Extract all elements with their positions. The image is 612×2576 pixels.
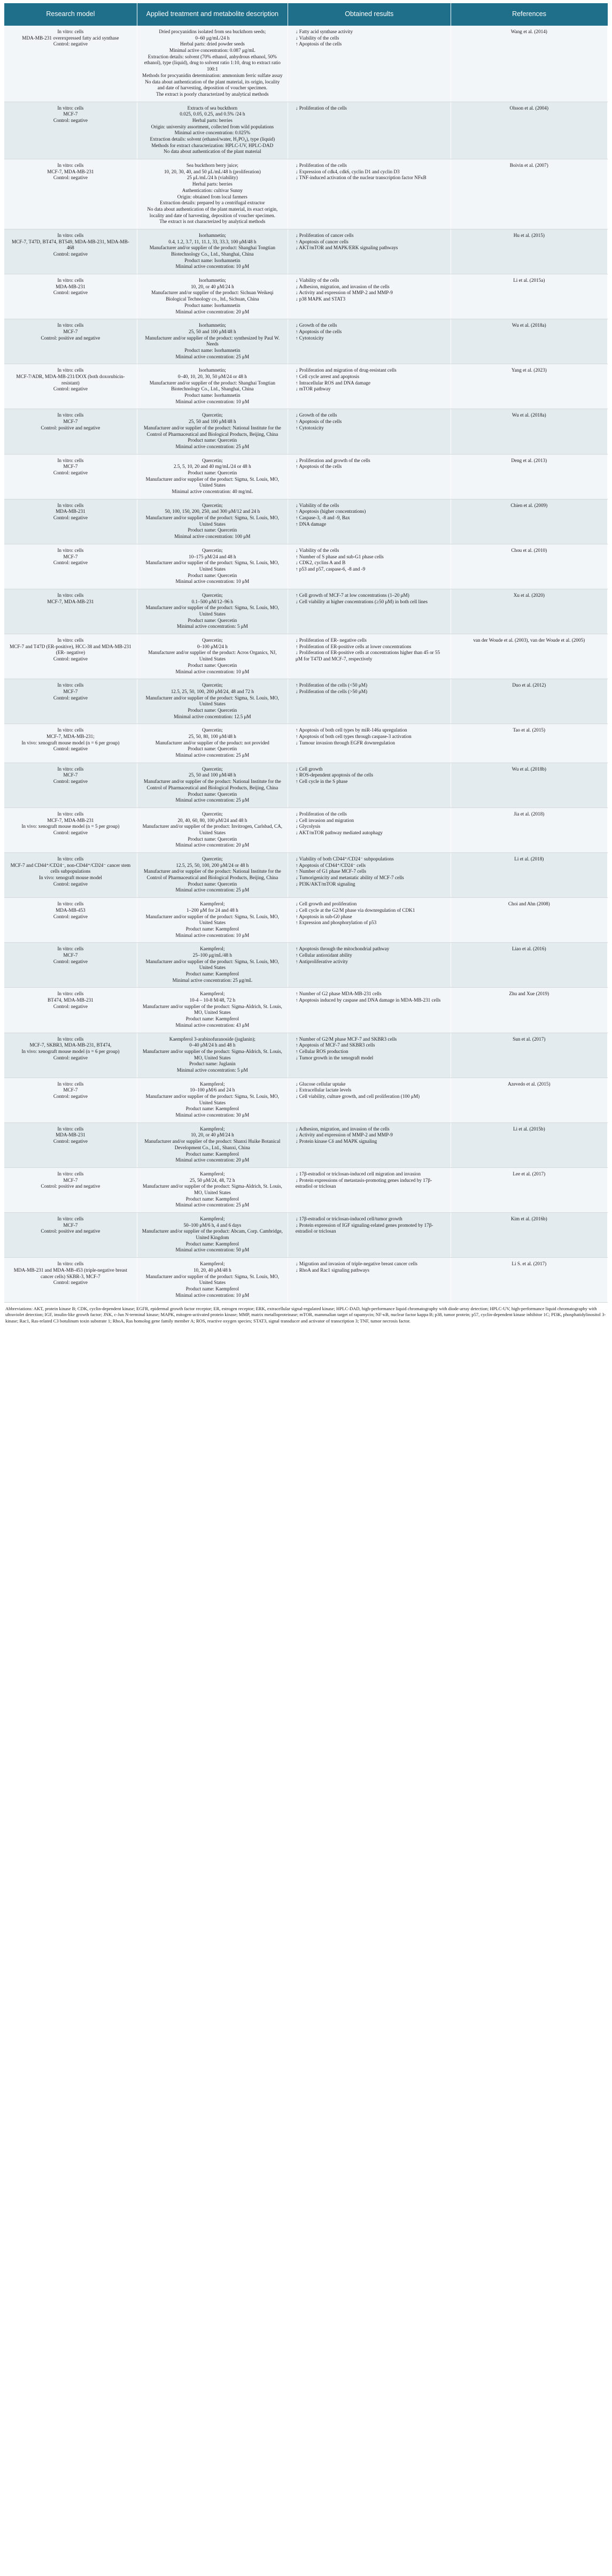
results-cell: ↓ Growth of the cells ↑ Apoptosis of the cells ↑ Cytotoxicity — [288, 319, 451, 364]
results-cell: ↓ Proliferation of the cells ↓ Cell invasion and migration ↓ Glycolysis ↓ AKT/mTOR pathway mediated autophagy — [288, 808, 451, 852]
table-row — [4, 589, 608, 634]
references-cell: Kim et al. (2016b) — [451, 1213, 607, 1258]
model-cell: In vitro: cells MDA-MB-231 Control: negative — [4, 1122, 137, 1167]
results-cell: ↑ Apoptosis of both cell types by miR-146a upregulation ↑ Apoptosis of both cell types through caspase-3 activation ↓ Tumour invasion through EGFR downregulation — [288, 724, 451, 763]
model-cell: In vitro: cells MCF-7, MDA-MB-231 In vivo: xenograft mouse model (n = 5 per group) Control: negative — [4, 808, 137, 852]
header-references: References — [451, 3, 607, 26]
references-cell: Choi and Ahn (2008) — [451, 898, 607, 943]
model-cell: In vitro: cells MCF-7, MDA-MB-231 Control: negative — [4, 159, 137, 229]
table-row — [4, 1033, 608, 1078]
table-row — [4, 102, 608, 159]
table-row — [4, 1258, 608, 1303]
table-row — [4, 274, 608, 319]
model-cell: In vitro: cells MDA-MB-231 and MDA-MB-453 (triple-negative breast cancer cells) SKBR-3, MCF-7 Control: negative — [4, 1258, 137, 1303]
table-row — [4, 229, 608, 274]
model-cell: In vitro: cells BT474, MDA-MB-231 Control: negative — [4, 988, 137, 1033]
references-cell: Chien et al. (2009) — [451, 499, 607, 544]
table-row — [4, 763, 608, 808]
table-row — [4, 454, 608, 499]
results-cell: ↓ Proliferation and migration of drug-resistant cells ↑ Cell cycle arrest and apoptosis ↑ Intracellular ROS and DNA damage ↓ mTOR pathway — [288, 364, 451, 409]
references-cell: Boivin et al. (2007) — [451, 159, 607, 229]
results-cell: ↑ Proliferation of the cells (<50 μM) ↓ Proliferation of the cells (>50 μM) — [288, 679, 451, 724]
treatment-cell: Kaempferol; 10, 20, 40 μM/48 h Manufacturer and/or supplier of the product: Sigma, St. Louis, MO, United States Product name: Kaempferol Minimal active concentration: 10 μM — [137, 1258, 288, 1303]
references-cell: Li S. et al. (2017) — [451, 1258, 607, 1303]
results-cell: ↑ Number of G2 phase MDA-MB-231 cells ↑ Apoptosis induced by caspase and DNA damage in MDA-MB-231 cells — [288, 988, 451, 1033]
treatment-cell: Isorhamnetin; 10, 20, or 40 μM/24 h Manufacturer and/or supplier of the product: Sichuan Weikeqi Biological Technology co., ltd., Sichuan, China Product name: Isorhamnetin Minimal active concentration: 20 μM — [137, 274, 288, 319]
table-row — [4, 159, 608, 229]
results-cell: ↓ Proliferation and growth of the cells ↑ Apoptosis of the cells — [288, 454, 451, 499]
results-cell: ↓ Cell growth ↑ ROS-dependent apoptosis of the cells ↑ Cell cycle in the S phase — [288, 763, 451, 808]
model-cell: In vitro: cells MCF-7 Control: negative — [4, 454, 137, 499]
treatment-cell: Quercetin; 20, 40, 60, 80, 100 μM/24 and 48 h Manufacturer and/or supplier of the product: Invitrogen, Carlsbad, CA, United States Product name: Quercetin Minimal active concentration: 20 μM — [137, 808, 288, 852]
references-cell: Lee et al. (2017) — [451, 1167, 607, 1212]
treatment-cell: Quercetin; 50, 100, 150, 200, 250, and 300 μM/12 and 24 h Manufacturer and/or supplier of the product: Sigma, St. Louis, MO, United States Product name: Quercetin Minimal active concentration: 100 μM — [137, 499, 288, 544]
references-cell: Jia et al. (2018) — [451, 808, 607, 852]
table-row — [4, 1122, 608, 1167]
results-cell: ↓ Cell growth and proliferation ↓ Cell cycle at the G2/M phase via downregulation of CDK1 ↑ Apoptosis in sub-G0 phase ↑ Expression and phosphorylation of p53 — [288, 898, 451, 943]
model-cell: In vitro: cells MCF-7 and T47D (ER-positive), HCC-38 and MDA-MB-231 (ER- negative) Control: negative — [4, 634, 137, 679]
results-cell: ↑ Cell growth of MCF-7 at low concentrations (1–20 μM) ↓ Cell viability at higher concentrations (≥50 μM) in both cell lines — [288, 589, 451, 634]
treatment-cell: Quercetin; 0.1–500 μM/12–96 h Manufacturer and/or supplier of the product: Sigma, St. Louis, MO, United States Product name: Quercetin Minimal active concentration: 5 μM — [137, 589, 288, 634]
model-cell: In vitro: cells MDA-MB-231 overexpressed fatty acid synthase Control: negative — [4, 26, 137, 102]
table-row — [4, 898, 608, 943]
references-cell: Li et al. (2015a) — [451, 274, 607, 319]
table-row — [4, 499, 608, 544]
table-row — [4, 319, 608, 364]
treatment-cell: Quercetin; 12.5, 25, 50, 100, 200 μM/24, 48 and 72 h Manufacturer and/or supplier of the product: Sigma, St. Louis, MO, United States Product name: Quercetin Minimal active concentration: 12.5 μM — [137, 679, 288, 724]
treatment-cell: Quercetin; 2.5, 5, 10, 20 and 40 mg/mL/24 or 48 h Product name: Quercetin Manufacturer and/or supplier of the product: Sigma, St. Louis, MO, United States Minimal active concentration: 40 mg/mL — [137, 454, 288, 499]
model-cell: In vitro: cells MCF-7 Control: positive and negative — [4, 1167, 137, 1212]
results-cell: ↓ Glucose cellular uptake ↓ Extracellular lactate levels ↓ Cell viability, culture growth, and cell proliferation (100 μM) — [288, 1078, 451, 1122]
treatment-cell: Isorhamnetin; 0–40, 10, 20, 30, 50 μM/24 or 48 h Manufacturer and/or supplier of the product: Shanghai Tongtian Biotechnology Co., Ltd., Shanghai, China Product name: Isorhamnetin Minimal active concentration: 10 μM — [137, 364, 288, 409]
references-cell: Zhu and Xue (2019) — [451, 988, 607, 1033]
references-cell: Sun et al. (2017) — [451, 1033, 607, 1078]
treatment-cell: Kaempferol; 10–100 μM/6 and 24 h Manufacturer and/or supplier of the product: Sigma, St. Louis, MO, United States Product name: Kaempferol Minimal active concentration: 30 μM — [137, 1078, 288, 1122]
model-cell: In vitro: cells MCF-7 Control: negative — [4, 1078, 137, 1122]
research-table — [4, 3, 608, 1303]
results-cell: ↓ Viability of both CD44⁺/CD24⁻ subpopulations ↑ Apoptosis of CD44⁺/CD24⁻ cells ↑ Number of G1 phase MCF-7 cells ↓ Tumorigenicity and metastatic ability of MCF-7 cells ↓ PI3K/AKT/mTOR signaling — [288, 853, 451, 898]
treatment-cell: Quercetin; 25, 50, 80, 100 μM/48 h Manufacturer and/or supplier of the product: not provided Product name: Quercetin Minimal active concentration: 25 μM — [137, 724, 288, 763]
table-row — [4, 544, 608, 589]
treatment-cell: Kaempferol; 1–200 μM for 24 and 48 h Manufacturer and/or supplier of the product: Sigma, St. Louis, MO, United States Product name: Kaempferol Minimal active concentration: 10 μM — [137, 898, 288, 943]
treatment-cell: Kaempferol; 10, 20, or 40 μM/24 h Manufacturer and/or supplier of the product: Shanxi Huike Botanical Development Co., Ltd., Shanxi, China Product name: Kaempferol Minimal active concentration: 20 μM — [137, 1122, 288, 1167]
references-cell: Xu et al. (2020) — [451, 589, 607, 634]
model-cell: In vitro: cells MCF-7 Control: negative — [4, 943, 137, 988]
results-cell: ↓ Adhesion, migration, and invasion of the cells ↓ Activity and expression of MMP-2 and MMP-9 ↓ Protein kinase Cδ and MAPK signaling — [288, 1122, 451, 1167]
model-cell: In vitro: cells MDA-MB-231 Control: negative — [4, 499, 137, 544]
table-row — [4, 943, 608, 988]
results-cell: ↑ Number of G2/M phase MCF-7 and SKBR3 cells ↑ Apoptosis of MCF-7 and SKBR3 cells ↑ Cellular ROS production ↓ Tumor growth in the xenograft model — [288, 1033, 451, 1078]
table-row — [4, 1167, 608, 1212]
table-row — [4, 634, 608, 679]
model-cell: In vitro: cells MCF-7 Control: negative — [4, 763, 137, 808]
table-row — [4, 724, 608, 763]
treatment-cell: Isorhamnetin; 0.4, 1.2, 3.7, 11, 11.1, 33, 33.3, 100 μM/48 h Manufacturer and/or supplier of the product: Shanghai Tongtian Biotechnology Co., Ltd., Shanghai, China Product name: Isorhamnetin Minimal active concentration: 10 μM — [137, 229, 288, 274]
model-cell: In vitro: cells MCF-7 Control: positive and negative — [4, 409, 137, 454]
references-cell: Tao et al. (2015) — [451, 724, 607, 763]
table-row — [4, 364, 608, 409]
model-cell: In vitro: cells MCF-7, MDA-MB-231; In vivo: xenograft mouse model (n = 6 per group) Control: negative — [4, 724, 137, 763]
model-cell: In vitro: cells MCF-7, MDA-MB-231 — [4, 589, 137, 634]
references-cell: Li et al. (2018) — [451, 853, 607, 898]
model-cell: In vitro: cells MCF-7, T47D, BT474, BT549, MDA-MB-231, MDA-MB-468 Control: negative — [4, 229, 137, 274]
treatment-cell: Extracts of sea buckthorn 0.025, 0.05, 0.25, and 0.5% /24 h Herbal parts: berries Origin: university assortment, collected from wild populations Minimal active concentration: 0.025% Extraction details: solvent (ethanol/water, H₃PO₄), type (liquid) Methods for extract characterization: HPLC-UV, HPLC-DAD No data about authentication of the plant material — [137, 102, 288, 159]
references-cell: Chou et al. (2010) — [451, 544, 607, 589]
treatment-cell: Kaempferol 3-arabinofuranoside (juglanin); 0–40 μM/24 h and 48 h Manufacturer and/or supplier of the product: Sigma-Aldrich, St. Louis, MO, United States Product name: Juglanin Minimal active concentration: 5 μM — [137, 1033, 288, 1078]
model-cell: In vitro: cells MCF-7 Control: negative — [4, 102, 137, 159]
table-row — [4, 1213, 608, 1258]
treatment-cell: Quercetin; 10–175 μM/24 and 48 h Manufacturer and/or supplier of the product: Sigma, St. Louis, MO, United States Product name: Quercetin Minimal active concentration: 10 μM — [137, 544, 288, 589]
treatment-cell: Quercetin; 25, 50 and 100 μM/48 h Manufacturer and/or supplier of the product: National Institute for the Control of Pharmaceutical and Biological Products, Beijing, China Product name: Quercetin Minimal active concentration: 25 μM — [137, 409, 288, 454]
header-treatment: Applied treatment and metabolite description — [137, 3, 288, 26]
results-cell: ↓ Migration and invasion of triple-negative breast cancer cells ↓ RhoA and Rac1 signaling pathways — [288, 1258, 451, 1303]
results-cell: ↓ Proliferation of ER- negative cells ↑ Proliferation of ER-positive cells at lower concentrations ↓ Proliferation of ER-positive cells at concentrations higher than 45 or 55 μM for T47D and MCF-7, respectively — [288, 634, 451, 679]
table-header — [4, 3, 608, 26]
model-cell: In vitro: cells MCF-7 Control: positive and negative — [4, 1213, 137, 1258]
table-row — [4, 26, 608, 102]
results-cell: ↓ 17β-estradiol or triclosan-induced cell/tumor growth ↓ Protein expression of IGF signaling-related genes promoted by 17β-estradiol or triclosan — [288, 1213, 451, 1258]
abbreviations-footnote: Abbreviations: AKT, protein kinase B; CDK, cyclin-dependent kinase; EGFR, epidermal growth factor receptor; ER, estrogen receptor; ERK, extracellular signal-regulated kinase; HPLC-DAD, high-performance liquid chromatography with diode-array detection; HPLC-UV, high-performance liquid chromatography with ultraviolet detection; IGF, insulin-like growth factor; JNK, c-Jun N-terminal kinase; MAPK, mitogen-activated protein kinase; MMP, matrix metalloproteinase; mTOR, mammalian target of rapamycin; NF-κB, nuclear factor kappa B; p38, tumor protein; p57, cyclin-dependent kinase inhibitor 1C; PI3K, phosphatidylinositol 3-kinase; Rac1, Ras-related C3 botulinum toxin substrate 1; RhoA, Ras homolog gene family member A; ROS, reactive oxygen species; STAT3, signal transducer and activator of transcription 3; TNF, tumor necrosis factor. — [5, 1306, 606, 1324]
results-cell: ↓ Fatty acid synthase activity ↓ Viability of the cells ↑ Apoptosis of the cells — [288, 26, 451, 102]
model-cell: In vitro: cells MCF-7/ADR, MDA-MB-231/DOX (both doxorubicin-resistant) Control: negative — [4, 364, 137, 409]
model-cell: In vitro: cells MCF-7 Control: negative — [4, 544, 137, 589]
references-cell: Liao et al. (2016) — [451, 943, 607, 988]
references-cell: Azevedo et al. (2015) — [451, 1078, 607, 1122]
model-cell: In vitro: cells MDA-MB-453 Control: negative — [4, 898, 137, 943]
table-body — [4, 26, 608, 1303]
references-cell: Wu et al. (2018b) — [451, 763, 607, 808]
header-row — [4, 3, 608, 26]
results-cell: ↓ Proliferation of cancer cells ↑ Apoptosis of cancer cells ↓ AKT/mTOR and MAPK/ERK signaling pathways — [288, 229, 451, 274]
references-cell: Deng et al. (2013) — [451, 454, 607, 499]
header-results: Obtained results — [288, 3, 451, 26]
table-row — [4, 988, 608, 1033]
references-cell: Olsson et al. (2004) — [451, 102, 607, 159]
references-cell: Li et al. (2015b) — [451, 1122, 607, 1167]
treatment-cell: Isorhamnetin; 25, 50 and 100 μM/48 h Manufacturer and/or supplier of the product: synthesized by Paul W. Needs Product name: Isorhamnetin Minimal active concentration: 25 μM — [137, 319, 288, 364]
table-row — [4, 808, 608, 852]
references-cell: Hu et al. (2015) — [451, 229, 607, 274]
treatment-cell: Dried procyanidins isolated from sea buckthorn seeds; 0–60 μg/mL/24 h Herbal parts: dried powder seeds Minimal active concentration: 0.087 μg/mL Extraction details: solvent (70% ethanol, anhydrous ethanol, 50% ethanol), type (liquid), drug to solvent ratio 1:10, drug to extract ratio 100:1 Methods for procyanidin determination: ammonium ferric sulfate assay No data about authentication of the plant material, its origin, locality and date of harvesting, deposition of voucher specimen. The extract is poorly characterized by analytical methods — [137, 26, 288, 102]
results-cell: ↑ Apoptosis through the mitochondrial pathway ↑ Cellular antioxidant ability ↑ Antiproliferative activity — [288, 943, 451, 988]
model-cell: In vitro: cells MDA-MB-231 Control: negative — [4, 274, 137, 319]
results-cell: ↓ 17β-estradiol or triclosan-induced cell migration and invasion ↓ Protein expressions of metastasis-promoting genes induced by 17β-estradiol or triclosan — [288, 1167, 451, 1212]
treatment-cell: Kaempferol; 50–100 μM/6 h, 4 and 6 days Manufacturer and/or supplier of the product: Abcam, Corp. Cambridge, United Kingdom Product name: Kaempferol Minimal active concentration: 50 μM — [137, 1213, 288, 1258]
model-cell: In vitro: cells MCF-7 and CD44⁺/CD24⁻, non-CD44⁺/CD24⁻ cancer stem cells subpopulations In vivo: xenograft mouse model Control: negative — [4, 853, 137, 898]
table-row — [4, 1078, 608, 1122]
table-row — [4, 409, 608, 454]
model-cell: In vitro: cells MCF-7 Control: negative — [4, 679, 137, 724]
results-cell: ↓ Proliferation of the cells ↓ Expression of cdk4, cdk6, cyclin D1 and cyclin D3 ↓ TNF-induced activation of the nuclear transcription factor NFκB — [288, 159, 451, 229]
model-cell: In vitro: cells MCF-7, SKBR3, MDA-MB-231, BT474, In vivo: xenograft mouse model (n = 6 per group) Control: negative — [4, 1033, 137, 1078]
treatment-cell: Kaempferol; 10-4 – 10-8 M/48, 72 h Manufacturer and/or supplier of the product: Sigma-Aldrich, St. Louis, MO, United States Product name: Kaempferol Minimal active concentration: 43 μM — [137, 988, 288, 1033]
treatment-cell: Sea buckthorn berry juice; 10, 20, 30, 40, and 50 μL/mL/48 h (proliferation) 25 μL/mL/24 h (viability) Herbal parts: berries Authentication: cultivar Sunny Origin: obtained from local farmers Extraction details: prepared by a centrifugal extractor No data about authentication of the plant material, its exact origin, locality and date of harvesting, deposition of voucher specimen. The extract is not characterized by analytical methods — [137, 159, 288, 229]
treatment-cell: Quercetin; 25, 50 and 100 μM/48 h Manufacturer and/or supplier of the product: National Institute for the Control of Pharmaceutical and Biological Products, Beijing, China Product name: Quercetin Minimal active concentration: 25 μM — [137, 763, 288, 808]
results-cell: ↓ Viability of the cells ↑ Number of S phase and sub-G1 phase cells ↓ CDK2, cyclins A and B ↑ p53 and p57, caspase-6, -8 and -9 — [288, 544, 451, 589]
references-cell: Wang et al. (2014) — [451, 26, 607, 102]
treatment-cell: Quercetin; 12.5, 25, 50, 100, 200 μM/24 or 48 h Manufacturer and/or supplier of the product: National Institute for the Control of Pharmaceutical and Biological Products, Beijing, China Product name: Quercetin Minimal active concentration: 25 μM — [137, 853, 288, 898]
results-cell: ↓ Viability of the cells ↓ Adhesion, migration, and invasion of the cells ↓ Activity and expression of MMP-2 and MMP-9 ↓ p38 MAPK and STAT3 — [288, 274, 451, 319]
references-cell: Wu et al. (2018a) — [451, 409, 607, 454]
treatment-cell: Kaempferol; 25, 50 μM/24, 48, 72 h Manufacturer and/or supplier of the product: Sigma-Aldrich, St. Louis, MO, United States Product name: Kaempferol Minimal active concentration: 25 μM — [137, 1167, 288, 1212]
references-cell: van der Woude et al. (2003), van der Woude et al. (2005) — [451, 634, 607, 679]
treatment-cell: Quercetin; 0–100 μM/24 h Manufacturer and/or supplier of the product: Acros Organics, NJ, United States Product name: Quercetin Minimal active concentration: 10 μM — [137, 634, 288, 679]
model-cell: In vitro: cells MCF-7 Control: positive and negative — [4, 319, 137, 364]
header-research-model: Research model — [4, 3, 137, 26]
table-row — [4, 679, 608, 724]
table-row — [4, 853, 608, 898]
references-cell: Wu et al. (2018a) — [451, 319, 607, 364]
results-cell: ↓ Proliferation of the cells — [288, 102, 451, 159]
references-cell: Duo et al. (2012) — [451, 679, 607, 724]
treatment-cell: Kaempferol; 25–100 μg/mL/48 h Manufacturer and/or supplier of the product: Sigma, St. Louis, MO, United States Product name: Kaempferol Minimal active concentration: 25 μg/mL — [137, 943, 288, 988]
references-cell: Yang et al. (2023) — [451, 364, 607, 409]
results-cell: ↓ Viability of the cells ↑ Apoptosis (higher concentrations) ↑ Caspase-3, -8 and -9, Bax ↑ DNA damage — [288, 499, 451, 544]
results-cell: ↓ Growth of the cells ↑ Apoptosis of the cells ↑ Cytotoxicity — [288, 409, 451, 454]
